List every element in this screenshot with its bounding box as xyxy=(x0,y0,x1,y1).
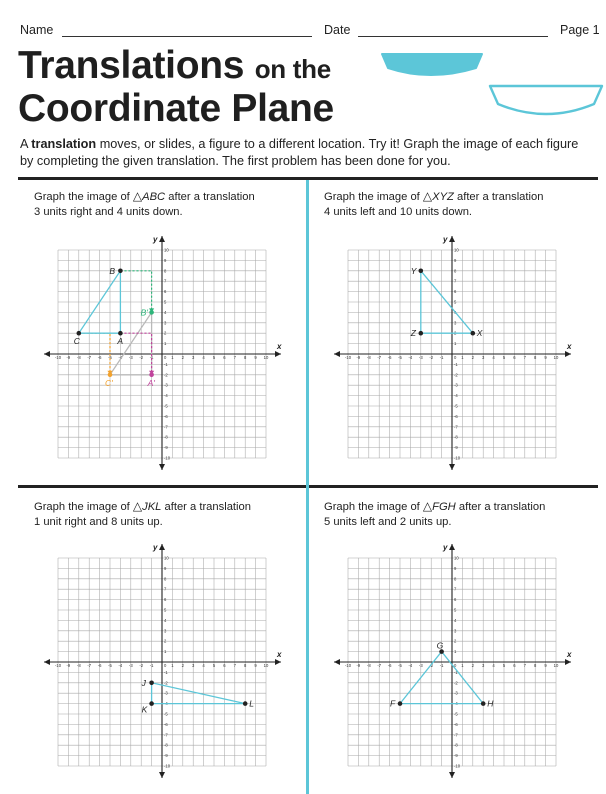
x-axis-arrow-right xyxy=(275,351,281,357)
prompt-text: after a translation xyxy=(455,501,546,513)
x-tick-label: 8 xyxy=(534,355,537,360)
y-tick-label: 3 xyxy=(454,320,457,326)
y-tick-label: -3 xyxy=(164,382,168,388)
x-axis-arrow-right xyxy=(565,659,571,665)
y-tick-label: -4 xyxy=(164,701,168,707)
y-tick-label: 5 xyxy=(454,607,457,613)
x-tick-label: -3 xyxy=(418,355,423,360)
y-tick-label: -7 xyxy=(164,732,168,738)
y-axis-label: y xyxy=(153,543,158,552)
vertex-label: C xyxy=(73,336,80,347)
prompt-translation: 1 unit right and 8 units up. xyxy=(34,516,163,528)
y-tick-label: 8 xyxy=(164,268,167,274)
vertex-point xyxy=(471,331,476,336)
x-tick-label: -6 xyxy=(97,663,102,668)
y-tick-label: 3 xyxy=(164,320,167,326)
axes xyxy=(334,235,572,470)
vertex-label: J xyxy=(141,677,146,688)
y-tick-label: 2 xyxy=(164,638,167,644)
y-tick-label: 4 xyxy=(454,617,457,623)
x-tick-label: -3 xyxy=(128,355,133,360)
intro-term: translation xyxy=(31,137,97,151)
y-tick-label: 6 xyxy=(164,289,167,295)
coordinate-plane-1[interactable] xyxy=(37,229,297,474)
prompt-text: after a translation xyxy=(161,501,251,513)
x-tick-label: 2 xyxy=(181,663,184,668)
page-title-line-1 xyxy=(18,44,331,88)
triangle-symbol: △ xyxy=(422,499,433,513)
date-field[interactable] xyxy=(358,36,548,37)
x-tick-label: 2 xyxy=(471,663,474,668)
y-tick-label: -1 xyxy=(454,361,458,367)
x-tick-label: -5 xyxy=(108,355,112,360)
vertex-label: B xyxy=(109,265,116,276)
y-tick-label: 3 xyxy=(454,628,457,634)
image-vertex-point xyxy=(149,373,154,378)
y-tick-label: -3 xyxy=(454,382,458,388)
vertex-point xyxy=(118,269,123,274)
y-tick-label: -6 xyxy=(454,413,458,419)
y-tick-label: 6 xyxy=(164,597,167,603)
axes xyxy=(334,543,572,778)
triangle-symbol: △ xyxy=(132,499,143,513)
y-tick-label: -1 xyxy=(164,669,168,675)
x-tick-label: -2 xyxy=(429,355,434,360)
prompt-translation: 3 units right and 4 units down. xyxy=(34,206,183,218)
filled-arc-shape xyxy=(382,54,482,75)
x-axis-arrow-left xyxy=(334,659,340,665)
y-tick-label: 9 xyxy=(454,565,457,571)
y-tick-label: -4 xyxy=(454,701,458,707)
x-tick-label: -9 xyxy=(66,663,71,668)
center-divider xyxy=(306,180,309,794)
x-tick-label: -8 xyxy=(76,663,81,668)
triangle-name: ABC xyxy=(142,191,166,203)
y-tick-label: 10 xyxy=(164,247,169,253)
vertex-point xyxy=(481,701,486,706)
x-tick-label: -4 xyxy=(408,663,413,668)
y-tick-label: 10 xyxy=(164,555,169,561)
y-tick-label: -10 xyxy=(164,763,171,769)
x-tick-label: 5 xyxy=(502,355,506,360)
x-tick-label: -3 xyxy=(128,663,133,668)
y-tick-label: -5 xyxy=(164,403,168,409)
y-tick-label: 9 xyxy=(164,257,167,263)
x-tick-label: 3 xyxy=(192,663,195,668)
x-axis-arrow-left xyxy=(44,659,50,665)
x-tick-label: -1 xyxy=(149,355,154,360)
y-tick-label: -9 xyxy=(164,753,168,759)
y-tick-label: 4 xyxy=(164,617,167,623)
x-tick-label: 4 xyxy=(202,663,205,668)
x-tick-label: 2 xyxy=(181,355,184,360)
y-tick-label: -10 xyxy=(164,455,171,461)
vertex-label: H xyxy=(487,698,494,709)
y-axis-arrow-down xyxy=(449,772,455,778)
y-tick-label: -6 xyxy=(454,721,458,727)
coordinate-plane-3[interactable] xyxy=(37,537,297,787)
title-connector: on the xyxy=(254,54,331,84)
x-tick-label: -7 xyxy=(87,355,92,360)
x-tick-label: 3 xyxy=(482,663,485,668)
y-tick-label: -2 xyxy=(454,680,458,686)
x-tick-label: 10 xyxy=(263,663,269,668)
y-axis-arrow-up xyxy=(449,544,455,550)
y-tick-label: 4 xyxy=(164,309,167,315)
problem-3-prompt xyxy=(34,499,304,530)
y-axis-label: y xyxy=(153,235,158,244)
x-tick-label: -4 xyxy=(118,663,123,668)
prompt-text: Graph the image of xyxy=(34,191,133,203)
x-tick-label: -1 xyxy=(439,663,444,668)
outline-arc-shape xyxy=(490,86,602,114)
prompt-translation: 4 units left and 10 units down. xyxy=(324,206,473,218)
x-tick-label: -4 xyxy=(408,355,413,360)
x-tick-label: 6 xyxy=(223,355,226,360)
y-tick-label: -10 xyxy=(454,455,461,461)
x-tick-label: 7 xyxy=(523,663,526,668)
x-tick-label: -7 xyxy=(377,355,382,360)
page-number: Page 1 xyxy=(560,23,600,37)
x-tick-label: 6 xyxy=(223,663,226,668)
x-tick-label: -6 xyxy=(387,355,392,360)
x-tick-label: -6 xyxy=(97,355,102,360)
y-tick-label: 2 xyxy=(454,638,457,644)
x-tick-label: 1 xyxy=(461,355,464,360)
y-tick-label: 6 xyxy=(454,289,457,295)
coordinate-plane-2[interactable] xyxy=(327,229,587,474)
y-tick-label: 7 xyxy=(164,586,167,592)
axes xyxy=(44,235,282,470)
vertex-label: X xyxy=(476,328,483,339)
coordinate-plane-4[interactable] xyxy=(327,537,587,787)
y-axis-arrow-down xyxy=(159,464,165,470)
x-tick-label: -3 xyxy=(418,663,423,668)
x-tick-label: 4 xyxy=(202,355,205,360)
axes xyxy=(44,543,282,778)
x-tick-label: 10 xyxy=(263,355,269,360)
x-tick-label: -6 xyxy=(387,663,392,668)
y-tick-label: -1 xyxy=(454,669,458,675)
x-tick-label: 10 xyxy=(553,355,559,360)
y-tick-label: -5 xyxy=(454,403,458,409)
y-tick-label: 8 xyxy=(454,576,457,582)
triangle-fgh xyxy=(387,638,494,709)
x-tick-label: 8 xyxy=(244,663,247,668)
y-tick-label: -3 xyxy=(454,690,458,696)
prompt-text: Graph the image of xyxy=(324,501,423,513)
name-label: Name xyxy=(20,23,54,37)
vertex-point xyxy=(118,331,123,336)
x-tick-label: 8 xyxy=(244,355,247,360)
vertex-label: Y xyxy=(410,265,417,276)
y-tick-label: -8 xyxy=(454,434,458,440)
date-label: Date xyxy=(324,23,351,37)
prompt-translation: 5 units left and 2 units up. xyxy=(324,516,452,528)
prompt-text: after a translation xyxy=(453,191,544,203)
x-tick-label: 8 xyxy=(534,663,537,668)
x-tick-label: -2 xyxy=(429,663,434,668)
x-tick-label: 1 xyxy=(171,355,174,360)
y-tick-label: -6 xyxy=(164,721,168,727)
y-tick-label: 8 xyxy=(454,268,457,274)
y-tick-label: -9 xyxy=(454,753,458,759)
y-tick-label: -2 xyxy=(454,372,458,378)
x-tick-label: 7 xyxy=(233,355,236,360)
x-tick-label: 5 xyxy=(502,663,506,668)
vertex-label: Z xyxy=(410,328,417,339)
triangle-name: XYZ xyxy=(432,191,454,203)
instructions xyxy=(20,136,590,170)
y-tick-label: -9 xyxy=(164,445,168,451)
x-tick-label: 7 xyxy=(233,663,236,668)
x-tick-label: 9 xyxy=(254,355,257,360)
x-tick-label: -8 xyxy=(76,355,81,360)
x-tick-label: -9 xyxy=(66,355,71,360)
y-axis-arrow-up xyxy=(159,544,165,550)
x-tick-label: -9 xyxy=(356,663,361,668)
vertex-point xyxy=(398,701,403,706)
vertex-label: F xyxy=(390,698,396,709)
x-tick-label: -5 xyxy=(398,663,402,668)
y-tick-label: 5 xyxy=(164,299,167,305)
origin-label: 0 xyxy=(454,355,457,360)
y-tick-label: -1 xyxy=(164,361,168,367)
y-tick-label: -6 xyxy=(164,413,168,419)
x-axis-arrow-right xyxy=(565,351,571,357)
x-tick-label: 6 xyxy=(513,355,516,360)
y-tick-label: -7 xyxy=(454,424,458,430)
image-vertex-label: C' xyxy=(105,377,113,388)
x-tick-label: 2 xyxy=(471,355,474,360)
y-axis-arrow-down xyxy=(159,772,165,778)
x-tick-label: 4 xyxy=(492,663,495,668)
y-tick-label: -7 xyxy=(454,732,458,738)
image-vertex-label: A' xyxy=(147,377,155,388)
y-tick-label: 9 xyxy=(164,565,167,571)
origin-label: 0 xyxy=(164,355,167,360)
y-tick-label: 7 xyxy=(454,278,457,284)
x-axis-arrow-left xyxy=(44,351,50,357)
x-axis-arrow-left xyxy=(334,351,340,357)
x-tick-label: -10 xyxy=(54,663,62,668)
title-main-word: Translations xyxy=(18,44,245,87)
y-tick-label: 2 xyxy=(454,330,457,336)
y-axis-label: y xyxy=(443,543,448,552)
y-tick-label: 7 xyxy=(454,586,457,592)
y-tick-label: 10 xyxy=(454,247,459,253)
x-tick-label: -8 xyxy=(366,663,371,668)
problem-2-prompt xyxy=(324,189,594,220)
prompt-text: after a translation xyxy=(165,191,255,203)
x-tick-label: -1 xyxy=(149,663,154,668)
triangle-name: FGH xyxy=(432,501,456,513)
x-tick-label: 1 xyxy=(171,663,174,668)
x-axis-label: x xyxy=(277,650,282,659)
y-tick-label: -8 xyxy=(454,742,458,748)
x-tick-label: 5 xyxy=(212,355,216,360)
x-tick-label: 7 xyxy=(523,355,526,360)
vertex-point xyxy=(149,701,154,706)
vertex-point xyxy=(243,701,248,706)
x-tick-label: 4 xyxy=(492,355,495,360)
y-tick-label: -4 xyxy=(454,393,458,399)
vertex-point xyxy=(149,681,154,686)
y-tick-label: -5 xyxy=(454,711,458,717)
intro-prefix: A xyxy=(20,137,28,151)
y-tick-label: 6 xyxy=(454,597,457,603)
y-tick-label: 5 xyxy=(454,299,457,305)
triangle-symbol: △ xyxy=(422,189,433,203)
y-tick-label: -10 xyxy=(454,763,461,769)
y-tick-label: -4 xyxy=(164,393,168,399)
y-tick-label: 2 xyxy=(164,330,167,336)
x-tick-label: -10 xyxy=(54,355,62,360)
prompt-text: Graph the image of xyxy=(324,191,423,203)
intro-text: moves, or slides, a figure to a different location. Try it! Graph the image of each figure by completing the given translation. The first problem has been done for you. xyxy=(20,137,579,168)
x-tick-label: -8 xyxy=(366,355,371,360)
origin-label: 0 xyxy=(164,663,167,668)
triangle-jkl xyxy=(141,678,255,715)
x-axis-label: x xyxy=(567,342,572,351)
x-axis-arrow-right xyxy=(275,659,281,665)
vertex-point xyxy=(419,269,424,274)
triangle-name: JKL xyxy=(142,501,162,513)
worksheet-header xyxy=(20,20,600,42)
x-tick-label: -5 xyxy=(398,355,402,360)
x-tick-label: 9 xyxy=(254,663,257,668)
x-tick-label: 3 xyxy=(482,355,485,360)
y-tick-label: -7 xyxy=(164,424,168,430)
y-tick-label: -3 xyxy=(164,690,168,696)
x-tick-label: -9 xyxy=(356,355,361,360)
problem-4-prompt xyxy=(324,499,594,530)
vertex-label: K xyxy=(141,704,148,715)
y-tick-label: 9 xyxy=(454,257,457,263)
original-triangle xyxy=(74,266,124,346)
x-tick-label: -7 xyxy=(87,663,92,668)
x-tick-label: 9 xyxy=(544,663,547,668)
y-tick-label: -9 xyxy=(454,445,458,451)
y-tick-label: 1 xyxy=(454,341,457,347)
y-tick-label: 4 xyxy=(454,309,457,315)
y-axis-label: y xyxy=(443,235,448,244)
y-tick-label: -8 xyxy=(164,434,168,440)
y-tick-label: 1 xyxy=(164,649,167,655)
y-tick-label: -2 xyxy=(164,680,168,686)
y-tick-label: 7 xyxy=(164,278,167,284)
x-tick-label: 3 xyxy=(192,355,195,360)
y-axis-arrow-up xyxy=(449,236,455,242)
image-vertex-point xyxy=(149,310,154,315)
decorative-shapes xyxy=(380,46,606,130)
page-title-line-2: Coordinate Plane xyxy=(18,87,334,130)
x-axis-label: x xyxy=(567,650,572,659)
x-tick-label: -7 xyxy=(377,663,382,668)
y-tick-label: -8 xyxy=(164,742,168,748)
vertex-label: A xyxy=(117,336,124,347)
y-axis-arrow-up xyxy=(159,236,165,242)
y-tick-label: -2 xyxy=(164,372,168,378)
vertex-point xyxy=(419,331,424,336)
name-field[interactable] xyxy=(62,36,312,37)
origin-label: 0 xyxy=(454,663,457,668)
y-tick-label: 1 xyxy=(164,341,167,347)
y-tick-label: 10 xyxy=(454,555,459,561)
y-tick-label: 8 xyxy=(164,576,167,582)
y-tick-label: -5 xyxy=(164,711,168,717)
problem-1-prompt xyxy=(34,189,304,220)
x-axis-label: x xyxy=(277,342,282,351)
image-vertex-point xyxy=(108,373,113,378)
triangle-symbol: △ xyxy=(132,189,143,203)
x-tick-label: -10 xyxy=(344,663,352,668)
image-vertex-label: B' xyxy=(140,307,148,318)
x-tick-label: 10 xyxy=(553,663,559,668)
prompt-text: Graph the image of xyxy=(34,501,133,513)
x-tick-label: 5 xyxy=(212,663,216,668)
x-tick-label: -4 xyxy=(118,355,123,360)
x-tick-label: -5 xyxy=(108,663,112,668)
vertex-point xyxy=(77,331,82,336)
x-tick-label: 1 xyxy=(461,663,464,668)
x-tick-label: -2 xyxy=(139,355,144,360)
x-tick-label: -2 xyxy=(139,663,144,668)
x-tick-label: 6 xyxy=(513,663,516,668)
vertex-label: G xyxy=(436,640,444,651)
y-tick-label: 5 xyxy=(164,607,167,613)
x-tick-label: -1 xyxy=(439,355,444,360)
y-tick-label: 3 xyxy=(164,628,167,634)
x-tick-label: 9 xyxy=(544,355,547,360)
x-tick-label: -10 xyxy=(344,355,352,360)
y-axis-arrow-down xyxy=(449,464,455,470)
vertex-label: L xyxy=(249,698,254,709)
y-tick-label: 1 xyxy=(454,649,457,655)
